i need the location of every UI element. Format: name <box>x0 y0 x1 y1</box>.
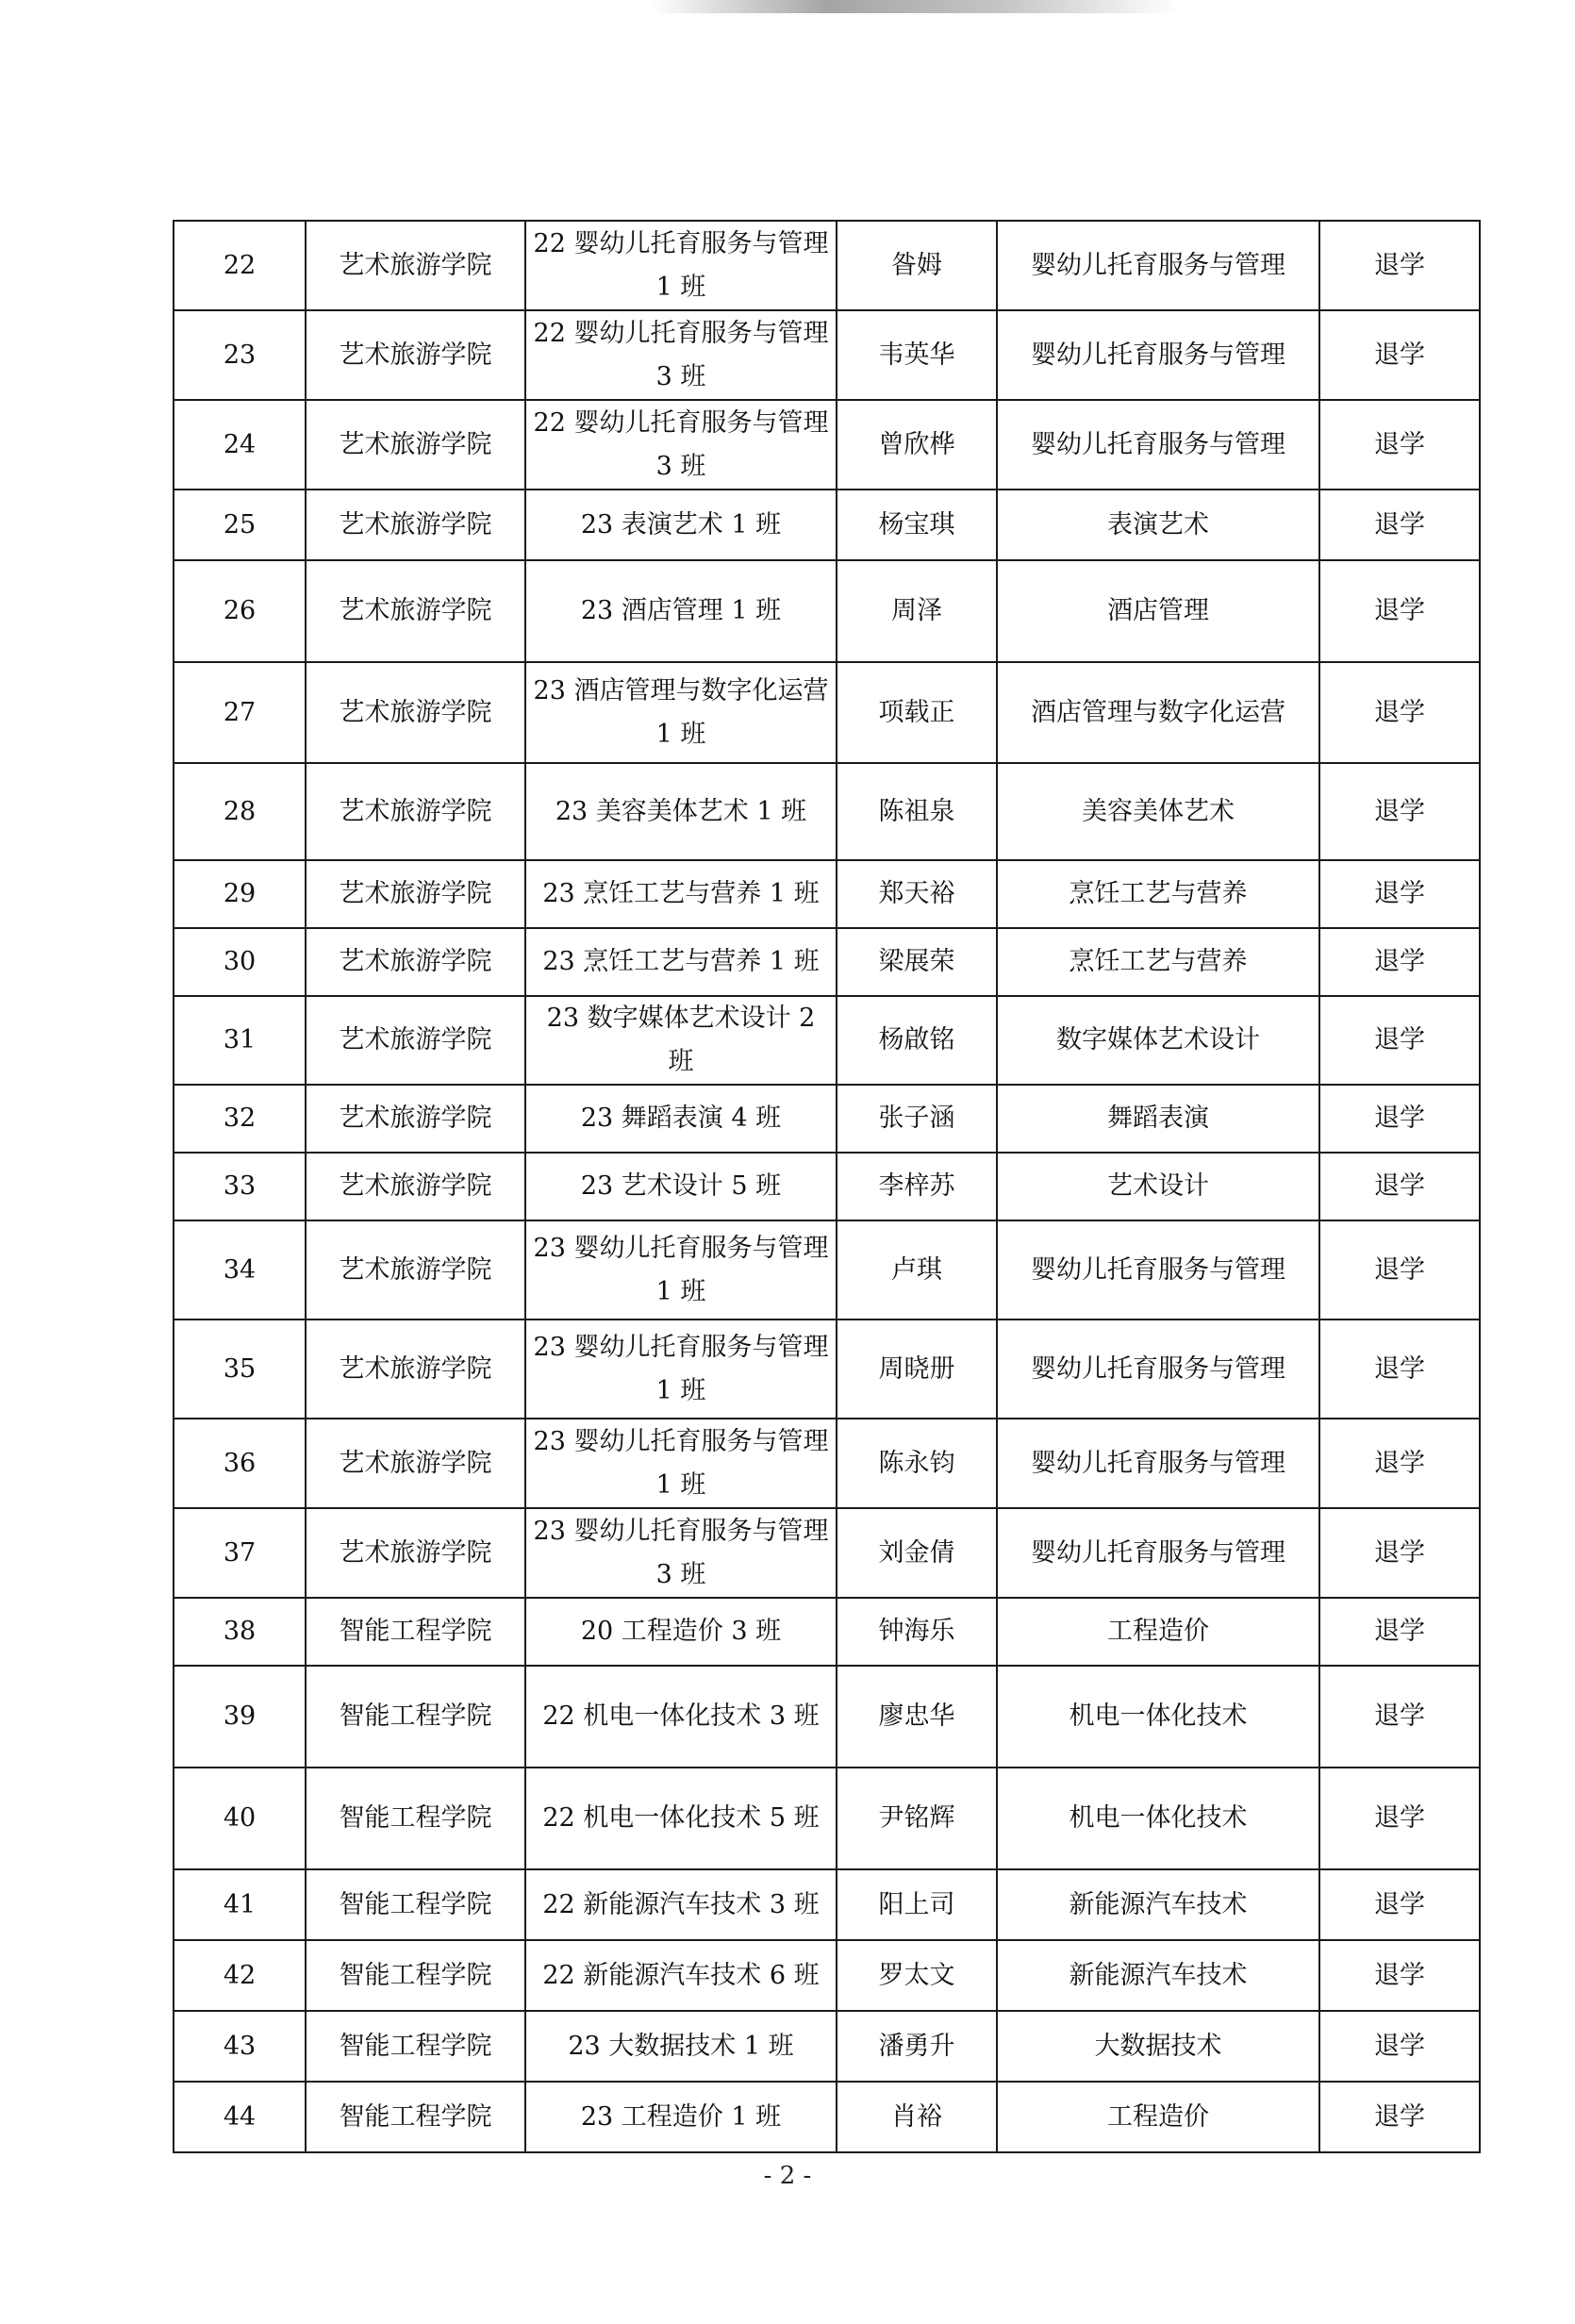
status-cell: 退学 <box>1319 310 1480 400</box>
class-cell: 20 工程造价 3 班 <box>525 1598 837 1666</box>
scan-edge-mark <box>651 0 1179 13</box>
college-cell: 艺术旅游学院 <box>306 490 525 560</box>
table-row <box>174 1085 1480 1153</box>
table-row <box>174 2011 1480 2082</box>
student-name-cell: 周泽 <box>837 560 997 662</box>
college-cell: 艺术旅游学院 <box>306 221 525 310</box>
student-name-cell: 杨啟铭 <box>837 996 997 1085</box>
major-cell: 新能源汽车技术 <box>997 1940 1319 2011</box>
table-row <box>174 310 1480 400</box>
class-cell: 23 烹饪工艺与营养 1 班 <box>525 860 837 928</box>
class-cell: 22 新能源汽车技术 3 班 <box>525 1869 837 1940</box>
college-cell: 艺术旅游学院 <box>306 928 525 996</box>
status-cell: 退学 <box>1319 1598 1480 1666</box>
row-number: 24 <box>174 400 306 490</box>
table-row <box>174 1508 1480 1598</box>
table-row <box>174 1320 1480 1419</box>
class-cell: 23 酒店管理 1 班 <box>525 560 837 662</box>
major-cell: 酒店管理与数字化运营 <box>997 662 1319 763</box>
table-row <box>174 1598 1480 1666</box>
student-name-cell: 陈永钧 <box>837 1419 997 1508</box>
class-cell: 22 婴幼儿托育服务与管理 3 班 <box>525 310 837 400</box>
college-cell: 艺术旅游学院 <box>306 310 525 400</box>
row-number: 37 <box>174 1508 306 1598</box>
row-number: 35 <box>174 1320 306 1419</box>
class-cell: 23 表演艺术 1 班 <box>525 490 837 560</box>
row-number: 44 <box>174 2082 306 2152</box>
college-cell: 艺术旅游学院 <box>306 400 525 490</box>
major-cell: 婴幼儿托育服务与管理 <box>997 221 1319 310</box>
class-cell: 23 烹饪工艺与营养 1 班 <box>525 928 837 996</box>
student-name-cell: 钟海乐 <box>837 1598 997 1666</box>
status-cell: 退学 <box>1319 662 1480 763</box>
major-cell: 表演艺术 <box>997 490 1319 560</box>
student-name-cell: 肖裕 <box>837 2082 997 2152</box>
class-cell: 23 婴幼儿托育服务与管理 1 班 <box>525 1220 837 1320</box>
table-row <box>174 1940 1480 2011</box>
college-cell: 艺术旅游学院 <box>306 1085 525 1153</box>
major-cell: 大数据技术 <box>997 2011 1319 2082</box>
status-cell: 退学 <box>1319 1666 1480 1768</box>
class-cell: 22 婴幼儿托育服务与管理 3 班 <box>525 400 837 490</box>
class-cell: 23 美容美体艺术 1 班 <box>525 763 837 860</box>
table-row <box>174 221 1480 310</box>
student-name-cell: 卢琪 <box>837 1220 997 1320</box>
student-name-cell: 张子涵 <box>837 1085 997 1153</box>
student-name-cell: 潘勇升 <box>837 2011 997 2082</box>
student-name-cell: 阳上司 <box>837 1869 997 1940</box>
row-number: 39 <box>174 1666 306 1768</box>
table-row <box>174 560 1480 662</box>
college-cell: 智能工程学院 <box>306 2082 525 2152</box>
class-cell: 23 工程造价 1 班 <box>525 2082 837 2152</box>
row-number: 28 <box>174 763 306 860</box>
status-cell: 退学 <box>1319 996 1480 1085</box>
table-row <box>174 1666 1480 1768</box>
major-cell: 新能源汽车技术 <box>997 1869 1319 1940</box>
class-cell: 23 数字媒体艺术设计 2 班 <box>525 996 837 1085</box>
student-name-cell: 昝姆 <box>837 221 997 310</box>
status-cell: 退学 <box>1319 1768 1480 1869</box>
row-number: 26 <box>174 560 306 662</box>
status-cell: 退学 <box>1319 860 1480 928</box>
status-cell: 退学 <box>1319 400 1480 490</box>
major-cell: 烹饪工艺与营养 <box>997 860 1319 928</box>
table-row <box>174 928 1480 996</box>
college-cell: 智能工程学院 <box>306 1869 525 1940</box>
major-cell: 数字媒体艺术设计 <box>997 996 1319 1085</box>
table-body <box>174 221 1480 2152</box>
status-cell: 退学 <box>1319 1869 1480 1940</box>
row-number: 30 <box>174 928 306 996</box>
class-cell: 23 婴幼儿托育服务与管理 3 班 <box>525 1508 837 1598</box>
row-number: 41 <box>174 1869 306 1940</box>
college-cell: 艺术旅游学院 <box>306 560 525 662</box>
college-cell: 智能工程学院 <box>306 2011 525 2082</box>
major-cell: 婴幼儿托育服务与管理 <box>997 400 1319 490</box>
college-cell: 智能工程学院 <box>306 1598 525 1666</box>
row-number: 29 <box>174 860 306 928</box>
status-cell: 退学 <box>1319 2082 1480 2152</box>
student-name-cell: 尹铭辉 <box>837 1768 997 1869</box>
status-cell: 退学 <box>1319 763 1480 860</box>
college-cell: 艺术旅游学院 <box>306 1153 525 1220</box>
table-row <box>174 1153 1480 1220</box>
status-cell: 退学 <box>1319 1153 1480 1220</box>
row-number: 43 <box>174 2011 306 2082</box>
table-row <box>174 860 1480 928</box>
page-number: - 2 - <box>763 2162 812 2190</box>
row-number: 27 <box>174 662 306 763</box>
major-cell: 烹饪工艺与营养 <box>997 928 1319 996</box>
status-cell: 退学 <box>1319 2011 1480 2082</box>
class-cell: 22 婴幼儿托育服务与管理 1 班 <box>525 221 837 310</box>
student-name-cell: 项载正 <box>837 662 997 763</box>
major-cell: 婴幼儿托育服务与管理 <box>997 310 1319 400</box>
withdrawal-table <box>173 220 1481 2153</box>
student-name-cell: 梁展荣 <box>837 928 997 996</box>
college-cell: 艺术旅游学院 <box>306 662 525 763</box>
major-cell: 机电一体化技术 <box>997 1666 1319 1768</box>
major-cell: 艺术设计 <box>997 1153 1319 1220</box>
major-cell: 婴幼儿托育服务与管理 <box>997 1419 1319 1508</box>
row-number: 36 <box>174 1419 306 1508</box>
major-cell: 机电一体化技术 <box>997 1768 1319 1869</box>
college-cell: 艺术旅游学院 <box>306 1220 525 1320</box>
class-cell: 23 艺术设计 5 班 <box>525 1153 837 1220</box>
student-name-cell: 廖忠华 <box>837 1666 997 1768</box>
college-cell: 智能工程学院 <box>306 1666 525 1768</box>
status-cell: 退学 <box>1319 928 1480 996</box>
student-name-cell: 韦英华 <box>837 310 997 400</box>
class-cell: 23 婴幼儿托育服务与管理 1 班 <box>525 1419 837 1508</box>
student-name-cell: 周晓册 <box>837 1320 997 1419</box>
row-number: 42 <box>174 1940 306 2011</box>
row-number: 33 <box>174 1153 306 1220</box>
status-cell: 退学 <box>1319 1419 1480 1508</box>
college-cell: 艺术旅游学院 <box>306 1419 525 1508</box>
status-cell: 退学 <box>1319 1085 1480 1153</box>
status-cell: 退学 <box>1319 490 1480 560</box>
table-row <box>174 996 1480 1085</box>
status-cell: 退学 <box>1319 1220 1480 1320</box>
class-cell: 23 舞蹈表演 4 班 <box>525 1085 837 1153</box>
college-cell: 艺术旅游学院 <box>306 860 525 928</box>
table-row <box>174 1220 1480 1320</box>
college-cell: 艺术旅游学院 <box>306 1320 525 1419</box>
student-name-cell: 陈祖泉 <box>837 763 997 860</box>
major-cell: 美容美体艺术 <box>997 763 1319 860</box>
row-number: 25 <box>174 490 306 560</box>
college-cell: 艺术旅游学院 <box>306 1508 525 1598</box>
status-cell: 退学 <box>1319 1940 1480 2011</box>
class-cell: 22 新能源汽车技术 6 班 <box>525 1940 837 2011</box>
student-name-cell: 杨宝琪 <box>837 490 997 560</box>
major-cell: 舞蹈表演 <box>997 1085 1319 1153</box>
table-row <box>174 2082 1480 2152</box>
table-row <box>174 400 1480 490</box>
table-row <box>174 763 1480 860</box>
student-name-cell: 刘金倩 <box>837 1508 997 1598</box>
class-cell: 22 机电一体化技术 5 班 <box>525 1768 837 1869</box>
table-row <box>174 1768 1480 1869</box>
row-number: 23 <box>174 310 306 400</box>
row-number: 31 <box>174 996 306 1085</box>
row-number: 38 <box>174 1598 306 1666</box>
row-number: 34 <box>174 1220 306 1320</box>
row-number: 32 <box>174 1085 306 1153</box>
major-cell: 婴幼儿托育服务与管理 <box>997 1220 1319 1320</box>
class-cell: 23 大数据技术 1 班 <box>525 2011 837 2082</box>
college-cell: 艺术旅游学院 <box>306 763 525 860</box>
college-cell: 智能工程学院 <box>306 1768 525 1869</box>
table-row <box>174 1869 1480 1940</box>
row-number: 40 <box>174 1768 306 1869</box>
student-name-cell: 郑天裕 <box>837 860 997 928</box>
status-cell: 退学 <box>1319 1320 1480 1419</box>
major-cell: 工程造价 <box>997 2082 1319 2152</box>
status-cell: 退学 <box>1319 221 1480 310</box>
table-row <box>174 662 1480 763</box>
major-cell: 婴幼儿托育服务与管理 <box>997 1508 1319 1598</box>
student-name-cell: 罗太文 <box>837 1940 997 2011</box>
class-cell: 22 机电一体化技术 3 班 <box>525 1666 837 1768</box>
table-row <box>174 1419 1480 1508</box>
status-cell: 退学 <box>1319 1508 1480 1598</box>
row-number: 22 <box>174 221 306 310</box>
status-cell: 退学 <box>1319 560 1480 662</box>
major-cell: 婴幼儿托育服务与管理 <box>997 1320 1319 1419</box>
major-cell: 酒店管理 <box>997 560 1319 662</box>
student-name-cell: 李梓苏 <box>837 1153 997 1220</box>
class-cell: 23 婴幼儿托育服务与管理 1 班 <box>525 1320 837 1419</box>
college-cell: 智能工程学院 <box>306 1940 525 2011</box>
major-cell: 工程造价 <box>997 1598 1319 1666</box>
college-cell: 艺术旅游学院 <box>306 996 525 1085</box>
table-row <box>174 490 1480 560</box>
class-cell: 23 酒店管理与数字化运营 1 班 <box>525 662 837 763</box>
student-name-cell: 曾欣桦 <box>837 400 997 490</box>
